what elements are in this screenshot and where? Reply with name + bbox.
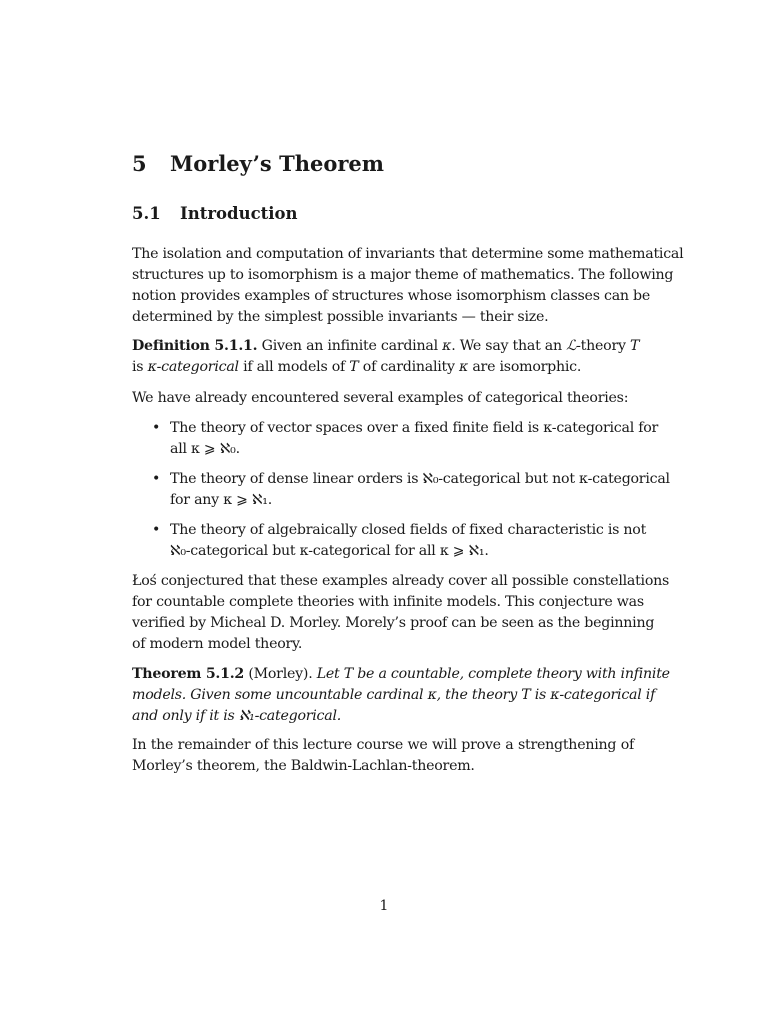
- theorem-text: Let T be a countable, complete theory with infinite: [316, 666, 670, 682]
- definition-text: are isomorphic.: [468, 359, 582, 375]
- list-item-line: The theory of algebraically closed fields of fixed characteristic is not: [170, 522, 647, 538]
- los-paragraph: [132, 571, 670, 655]
- subsection-title: Introduction: [180, 204, 298, 223]
- math-kappa: κ: [442, 338, 452, 354]
- definition-line: [132, 357, 634, 378]
- section-title: Morley’s Theorem: [170, 151, 384, 176]
- math-kappa: κ: [459, 359, 469, 375]
- intro-paragraph: [132, 244, 684, 328]
- subsection-heading: [132, 203, 298, 225]
- list-item-line: ℵ₀-categorical but κ-categorical for all κ ⩾ ℵ₁.: [170, 543, 489, 559]
- paragraph-line: structures up to isomorphism is a major theme of mathematics. The following: [132, 267, 674, 283]
- paragraph-line: of modern model theory.: [132, 636, 303, 652]
- closing-paragraph: [132, 735, 634, 777]
- definition-text: if all models of: [238, 359, 350, 375]
- definition-text: Given an infinite cardinal: [257, 338, 443, 354]
- definition-text: . We say that an: [451, 338, 567, 354]
- paragraph-line: The isolation and computation of invariants that determine some mathematical: [132, 246, 684, 262]
- definition-text: is: [132, 359, 148, 375]
- page-number: 1: [379, 898, 389, 914]
- theorem-line: and only if it is ℵ₁-categorical.: [132, 708, 342, 724]
- paragraph-line: verified by Micheal D. Morley. Morely’s proof can be seen as the beginning: [132, 615, 655, 631]
- section-number: 5: [132, 151, 147, 176]
- section-heading: [132, 150, 384, 178]
- definition-line: [132, 336, 640, 357]
- subsection-number: 5.1: [132, 204, 161, 223]
- theorem-attribution: (Morley).: [244, 666, 313, 682]
- bullet-icon: •: [152, 522, 161, 538]
- theorem-label: Theorem 5.1.2: [132, 666, 245, 682]
- list-item-line: The theory of dense linear orders is ℵ₀-categorical but not κ-categorical: [170, 471, 670, 487]
- paragraph-line: Łoś conjectured that these examples already cover all possible constellations: [132, 573, 670, 589]
- theorem-line: [132, 664, 670, 685]
- list-item-line: all κ ⩾ ℵ₀.: [170, 441, 240, 457]
- paragraph-line: In the remainder of this lecture course we will prove a strengthening of: [132, 737, 634, 753]
- theorem-line: models. Given some uncountable cardinal κ, the theory T is κ-categorical if: [132, 687, 656, 703]
- math-L: ℒ: [566, 338, 577, 354]
- definition-block: [132, 336, 640, 378]
- theorem-block: [132, 664, 670, 727]
- list-item-line: for any κ ⩾ ℵ₁.: [170, 492, 272, 508]
- defined-term: -categorical: [156, 359, 239, 375]
- math-kappa: κ: [147, 359, 157, 375]
- definition-label: Definition 5.1.1.: [132, 338, 258, 354]
- paragraph-line: We have already encountered several examples of categorical theories:: [132, 390, 629, 406]
- math-T: T: [349, 359, 359, 375]
- math-T: T: [630, 338, 640, 354]
- list-item-line: The theory of vector spaces over a fixed finite field is κ-categorical for: [170, 420, 659, 436]
- bullet-icon: •: [152, 471, 161, 487]
- list-item-text: [170, 520, 647, 562]
- paragraph-line: determined by the simplest possible invariants — their size.: [132, 309, 549, 325]
- paragraph-line: Morley’s theorem, the Baldwin-Lachlan-theorem.: [132, 758, 475, 774]
- definition-text: -theory: [576, 338, 631, 354]
- paragraph-line: notion provides examples of structures whose isomorphism classes can be: [132, 288, 651, 304]
- list-item-text: [170, 469, 670, 511]
- paragraph-line: for countable complete theories with infinite models. This conjecture was: [132, 594, 644, 610]
- examples-intro: [132, 388, 634, 409]
- list-item-text: [170, 418, 659, 460]
- definition-text: of cardinality: [358, 359, 460, 375]
- bullet-icon: •: [152, 420, 161, 436]
